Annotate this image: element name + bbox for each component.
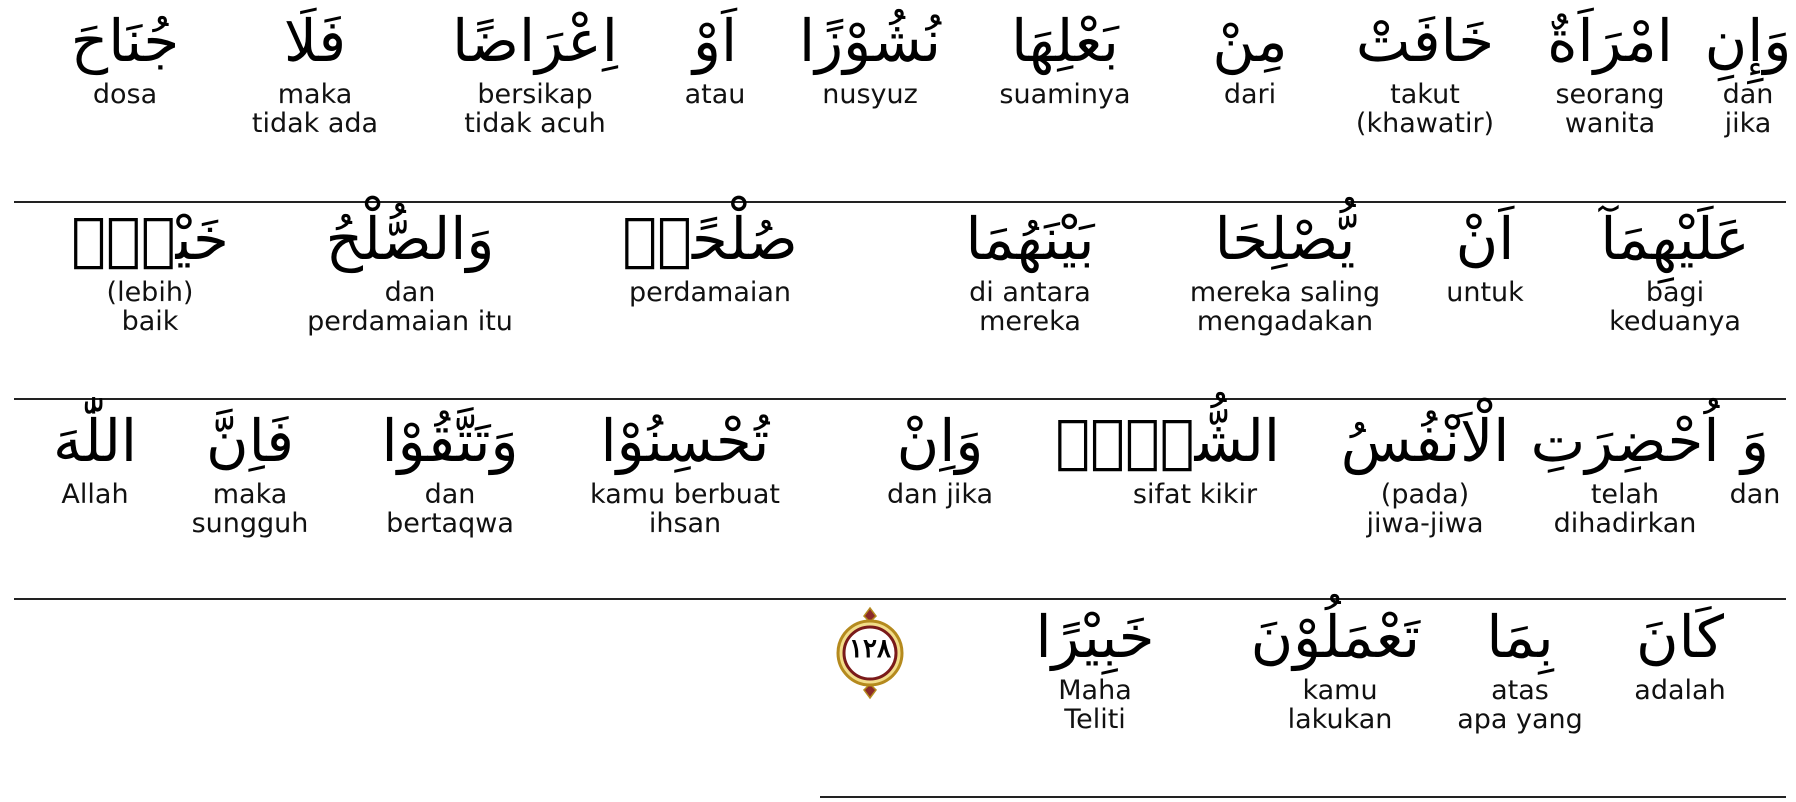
word-cell [660, 7, 770, 110]
word-cell [1180, 7, 1320, 110]
word-cell [1535, 7, 1685, 139]
verse-row-2 [0, 205, 1796, 398]
translation: maka sungguh [191, 478, 309, 539]
arabic-word: وَتَتَّقُوْا [381, 407, 519, 475]
translation: bersikap tidak acuh [464, 78, 606, 139]
arabic-word: خَبِيْرًا [1035, 603, 1155, 671]
word-cell [1055, 407, 1280, 510]
arabic-word: خَيْرٌۗ [71, 205, 229, 273]
translation: untuk [1446, 276, 1524, 308]
row-divider [14, 598, 1786, 600]
translation: seorang wanita [1555, 78, 1665, 139]
translation: dan jika [886, 478, 994, 510]
word-cell [290, 205, 530, 337]
row-divider [14, 201, 1786, 203]
arabic-word: بَيْنَهُمَا [965, 205, 1095, 273]
word-cell [1590, 603, 1770, 706]
arabic-word: اللّٰهَ [52, 407, 138, 475]
verse-number: ١٢٨ [849, 634, 891, 664]
arabic-word: كَانَ [1636, 603, 1724, 671]
arabic-word: نُشُوْزًا [799, 7, 941, 75]
verse-row-3 [0, 407, 1796, 600]
arabic-word: وَالصُّلْحُ [325, 205, 495, 273]
translation: takut (khawatir) [1355, 78, 1495, 139]
verse-row-4 [0, 603, 1796, 796]
translation: kamu berbuat ihsan [590, 478, 780, 539]
arabic-word: جُنَاحَ [70, 7, 180, 75]
verse-number-medallion [835, 606, 905, 700]
word-cell [1340, 407, 1510, 539]
word-cell [1010, 603, 1180, 735]
word-cell [1335, 7, 1515, 139]
word-cell [1170, 205, 1400, 337]
arabic-word: صُلْحًاۗ [622, 205, 798, 273]
row-divider [14, 398, 1786, 400]
translation: Maha Teliti [1058, 674, 1132, 735]
row-divider [820, 796, 1786, 798]
word-cell [1250, 603, 1420, 735]
translation: adalah [1634, 674, 1726, 706]
arabic-word: وَاِنْ [896, 407, 984, 475]
translation: maka tidak ada [251, 78, 379, 139]
translation: telah dihadirkan [1553, 478, 1697, 539]
translation: Allah [61, 478, 129, 510]
translation: dan [1729, 478, 1781, 510]
arabic-word: تُحْسِنُوْا [600, 407, 770, 475]
word-cell [40, 7, 210, 110]
translation: atau [684, 78, 746, 110]
arabic-word: اُحْضِرَتِ [1530, 407, 1720, 475]
word-cell [970, 7, 1160, 110]
word-cell [40, 407, 150, 510]
arabic-word: يُّصْلِحَا [1214, 205, 1356, 273]
translation: suaminya [999, 78, 1131, 110]
word-cell [1420, 205, 1550, 308]
verse-row-1 [0, 7, 1796, 200]
word-cell [840, 407, 1040, 510]
arabic-word: تَعْمَلُوْنَ [1250, 603, 1420, 671]
arabic-word: اَوْ [692, 7, 738, 75]
translation: dan jika [1722, 78, 1774, 139]
translation: dosa [92, 78, 158, 110]
word-cell [50, 205, 250, 337]
translation: perdamaian [628, 276, 792, 308]
translation: (pada) jiwa-jiwa [1366, 478, 1484, 539]
word-cell [1580, 205, 1770, 337]
word-cell [1720, 407, 1790, 510]
word-cell [930, 205, 1130, 337]
translation: sifat kikir [1132, 478, 1258, 510]
arabic-word: الشُّحَّۗ [1055, 407, 1280, 475]
translation: atas apa yang [1457, 674, 1583, 735]
arabic-word: بِمَا [1486, 603, 1554, 671]
word-cell [430, 7, 640, 139]
arabic-word: بَعْلِهَا [1011, 7, 1119, 75]
translation: bagi keduanya [1609, 276, 1741, 337]
word-cell [370, 407, 530, 539]
translation: dan perdamaian itu [307, 276, 513, 337]
word-cell [1700, 7, 1796, 139]
translation: (lebih) baik [106, 276, 194, 337]
word-cell [235, 7, 395, 139]
word-cell [790, 7, 950, 110]
translation: dan bertaqwa [386, 478, 514, 539]
translation: kamu lakukan [1287, 674, 1393, 735]
arabic-word: فَاِنَّ [206, 407, 294, 475]
arabic-word: الْاَنْفُسُ [1340, 407, 1510, 475]
arabic-word: خَافَتْ [1355, 7, 1495, 75]
arabic-word: مِنْ [1212, 7, 1288, 75]
arabic-word: وَ [1740, 407, 1769, 475]
translation: di antara mereka [969, 276, 1091, 337]
arabic-word: اَنْ [1455, 205, 1515, 273]
word-cell [600, 205, 820, 308]
translation: nusyuz [822, 78, 918, 110]
arabic-word: فَلَا [283, 7, 347, 75]
word-cell [1530, 407, 1720, 539]
arabic-word: امْرَاَةٌ [1547, 7, 1673, 75]
word-cell [1440, 603, 1600, 735]
word-cell [570, 407, 800, 539]
translation: mereka saling mengadakan [1189, 276, 1381, 337]
arabic-word: عَلَيْهِمَآ [1600, 205, 1750, 273]
translation: dari [1223, 78, 1277, 110]
word-cell [175, 407, 325, 539]
arabic-word: اِعْرَاضًا [452, 7, 618, 75]
arabic-word: وَإِنِ [1704, 7, 1792, 75]
